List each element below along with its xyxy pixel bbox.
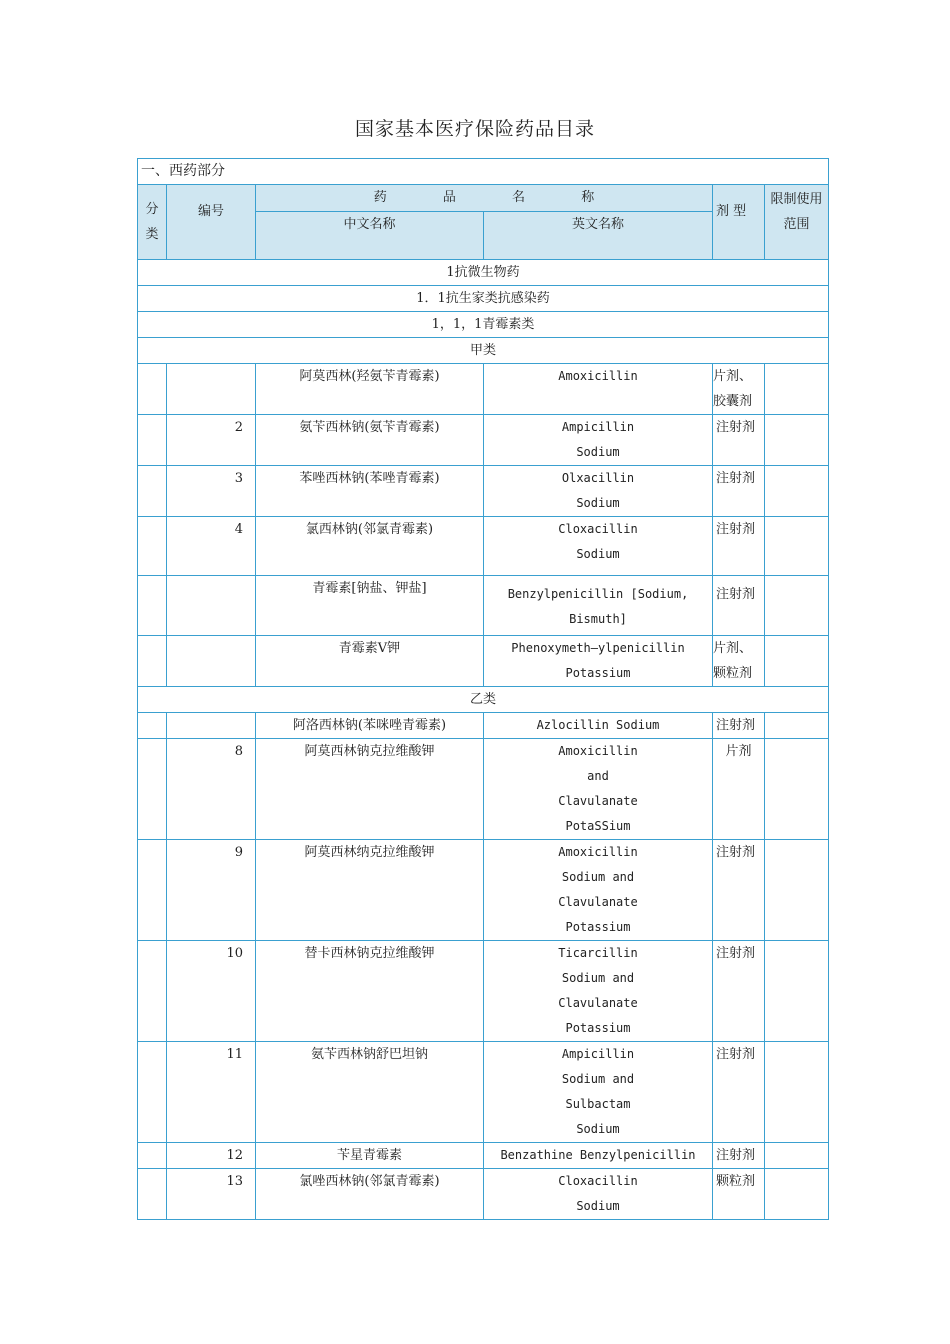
cell-chinese-name: 阿莫西林纳克拉维酸钾 bbox=[256, 840, 484, 941]
cell-number bbox=[167, 713, 256, 739]
cell-english-name: Benzathine Benzylpenicillin bbox=[484, 1143, 713, 1169]
cell-chinese-name: 阿莫西林(羟氨苄青霉素) bbox=[256, 364, 484, 415]
drug-catalog-table bbox=[137, 158, 829, 1220]
cell-english-name: Phenoxymeth—ylpenicillin Potassium bbox=[484, 636, 713, 687]
table-row bbox=[138, 517, 829, 576]
cell-number: 3 bbox=[167, 466, 256, 517]
cell-chinese-name: 阿洛西林钠(苯咪唑青霉素) bbox=[256, 713, 484, 739]
cell-number bbox=[167, 636, 256, 687]
cell-chinese-name: 青霉素[钠盐、钾盐] bbox=[256, 576, 484, 636]
cell-dosage-form: 注射剂 bbox=[713, 1143, 765, 1169]
cell-english-name: Cloxacillin Sodium bbox=[484, 517, 713, 576]
cell-chinese-name: 氯西林钠(邻氯青霉素) bbox=[256, 517, 484, 576]
table-row bbox=[138, 739, 829, 840]
cell-english-name: Benzylpenicillin [Sodium, Bismuth] bbox=[484, 576, 713, 636]
cell-dosage-form: 注射剂 bbox=[713, 840, 765, 941]
header-number: 编号 bbox=[167, 185, 256, 260]
group-title: 1．1抗生家类抗感染药 bbox=[138, 286, 829, 312]
cell-number: 8 bbox=[167, 739, 256, 840]
cell-chinese-name: 氨苄西林钠舒巴坦钠 bbox=[256, 1042, 484, 1143]
cell-number: 12 bbox=[167, 1143, 256, 1169]
table-row bbox=[138, 576, 829, 636]
group-title: 1，1，1青霉素类 bbox=[138, 312, 829, 338]
table-row bbox=[138, 1042, 829, 1143]
header-row bbox=[138, 185, 829, 212]
group-title: 1抗微生物药 bbox=[138, 260, 829, 286]
cell-english-name: Olxacillin Sodium bbox=[484, 466, 713, 517]
table-row bbox=[138, 1169, 829, 1220]
class-b-title: 乙类 bbox=[138, 687, 829, 713]
cell-number: 10 bbox=[167, 941, 256, 1042]
cell-number bbox=[167, 364, 256, 415]
table-row bbox=[138, 636, 829, 687]
header-dosage-form: 剂 型 bbox=[713, 185, 765, 260]
class-a-title: 甲类 bbox=[138, 338, 829, 364]
cell-chinese-name: 阿莫西林钠克拉维酸钾 bbox=[256, 739, 484, 840]
cell-dosage-form: 片剂 bbox=[713, 739, 765, 840]
cell-dosage-form: 注射剂 bbox=[713, 466, 765, 517]
group-row bbox=[138, 286, 829, 312]
cell-number: 4 bbox=[167, 517, 256, 576]
cell-dosage-form: 颗粒剂 bbox=[713, 1169, 765, 1220]
cell-dosage-form: 注射剂 bbox=[713, 1042, 765, 1143]
header-category: 分类 bbox=[138, 185, 167, 260]
group-row bbox=[138, 312, 829, 338]
cell-dosage-form: 注射剂 bbox=[713, 576, 765, 636]
cell-english-name: Ampicillin Sodium and Sulbactam Sodium bbox=[484, 1042, 713, 1143]
section-row bbox=[138, 159, 829, 185]
cell-number bbox=[167, 576, 256, 636]
cell-number: 11 bbox=[167, 1042, 256, 1143]
cell-chinese-name: 氯唑西林钠(邻氯青霉素) bbox=[256, 1169, 484, 1220]
cell-chinese-name: 苯唑西林钠(苯唑青霉素) bbox=[256, 466, 484, 517]
cell-english-name: Ticarcillin Sodium and Clavulanate Potassium bbox=[484, 941, 713, 1042]
cell-dosage-form: 注射剂 bbox=[713, 415, 765, 466]
section-title: 一、西药部分 bbox=[138, 159, 829, 185]
header-restriction: 限制使用范围 bbox=[765, 185, 829, 260]
table-row bbox=[138, 364, 829, 415]
header-chinese-name: 中文名称 bbox=[256, 211, 484, 259]
cell-chinese-name: 青霉素V钾 bbox=[256, 636, 484, 687]
table-row bbox=[138, 466, 829, 517]
cell-chinese-name: 氨苄西林钠(氨苄青霉素) bbox=[256, 415, 484, 466]
cell-english-name: Azlocillin Sodium bbox=[484, 713, 713, 739]
cell-dosage-form: 注射剂 bbox=[713, 713, 765, 739]
table-row bbox=[138, 840, 829, 941]
table-row bbox=[138, 713, 829, 739]
cell-dosage-form: 片剂、颗粒剂 bbox=[713, 636, 765, 687]
cell-dosage-form: 注射剂 bbox=[713, 941, 765, 1042]
cell-english-name: Amoxicillin Sodium and Clavulanate Potassium bbox=[484, 840, 713, 941]
header-drug-name: 药 品 名 称 bbox=[256, 185, 713, 212]
page-title: 国家基本医疗保险药品目录 bbox=[354, 118, 595, 140]
header-english-name: 英文名称 bbox=[484, 211, 713, 259]
cell-english-name: Amoxicillin bbox=[484, 364, 713, 415]
group-row bbox=[138, 260, 829, 286]
cell-english-name: Cloxacillin Sodium bbox=[484, 1169, 713, 1220]
table-row bbox=[138, 941, 829, 1042]
table-row bbox=[138, 415, 829, 466]
cell-number: 9 bbox=[167, 840, 256, 941]
table-row bbox=[138, 1143, 829, 1169]
cell-number: 13 bbox=[167, 1169, 256, 1220]
cell-chinese-name: 替卡西林钠克拉维酸钾 bbox=[256, 941, 484, 1042]
group-row bbox=[138, 338, 829, 364]
cell-english-name: Ampicillin Sodium bbox=[484, 415, 713, 466]
group-row bbox=[138, 687, 829, 713]
cell-english-name: Amoxicillin and Clavulanate PotaSSium bbox=[484, 739, 713, 840]
cell-chinese-name: 苄星青霉素 bbox=[256, 1143, 484, 1169]
cell-dosage-form: 注射剂 bbox=[713, 517, 765, 576]
cell-dosage-form: 片剂、胶囊剂 bbox=[713, 364, 765, 415]
cell-number: 2 bbox=[167, 415, 256, 466]
